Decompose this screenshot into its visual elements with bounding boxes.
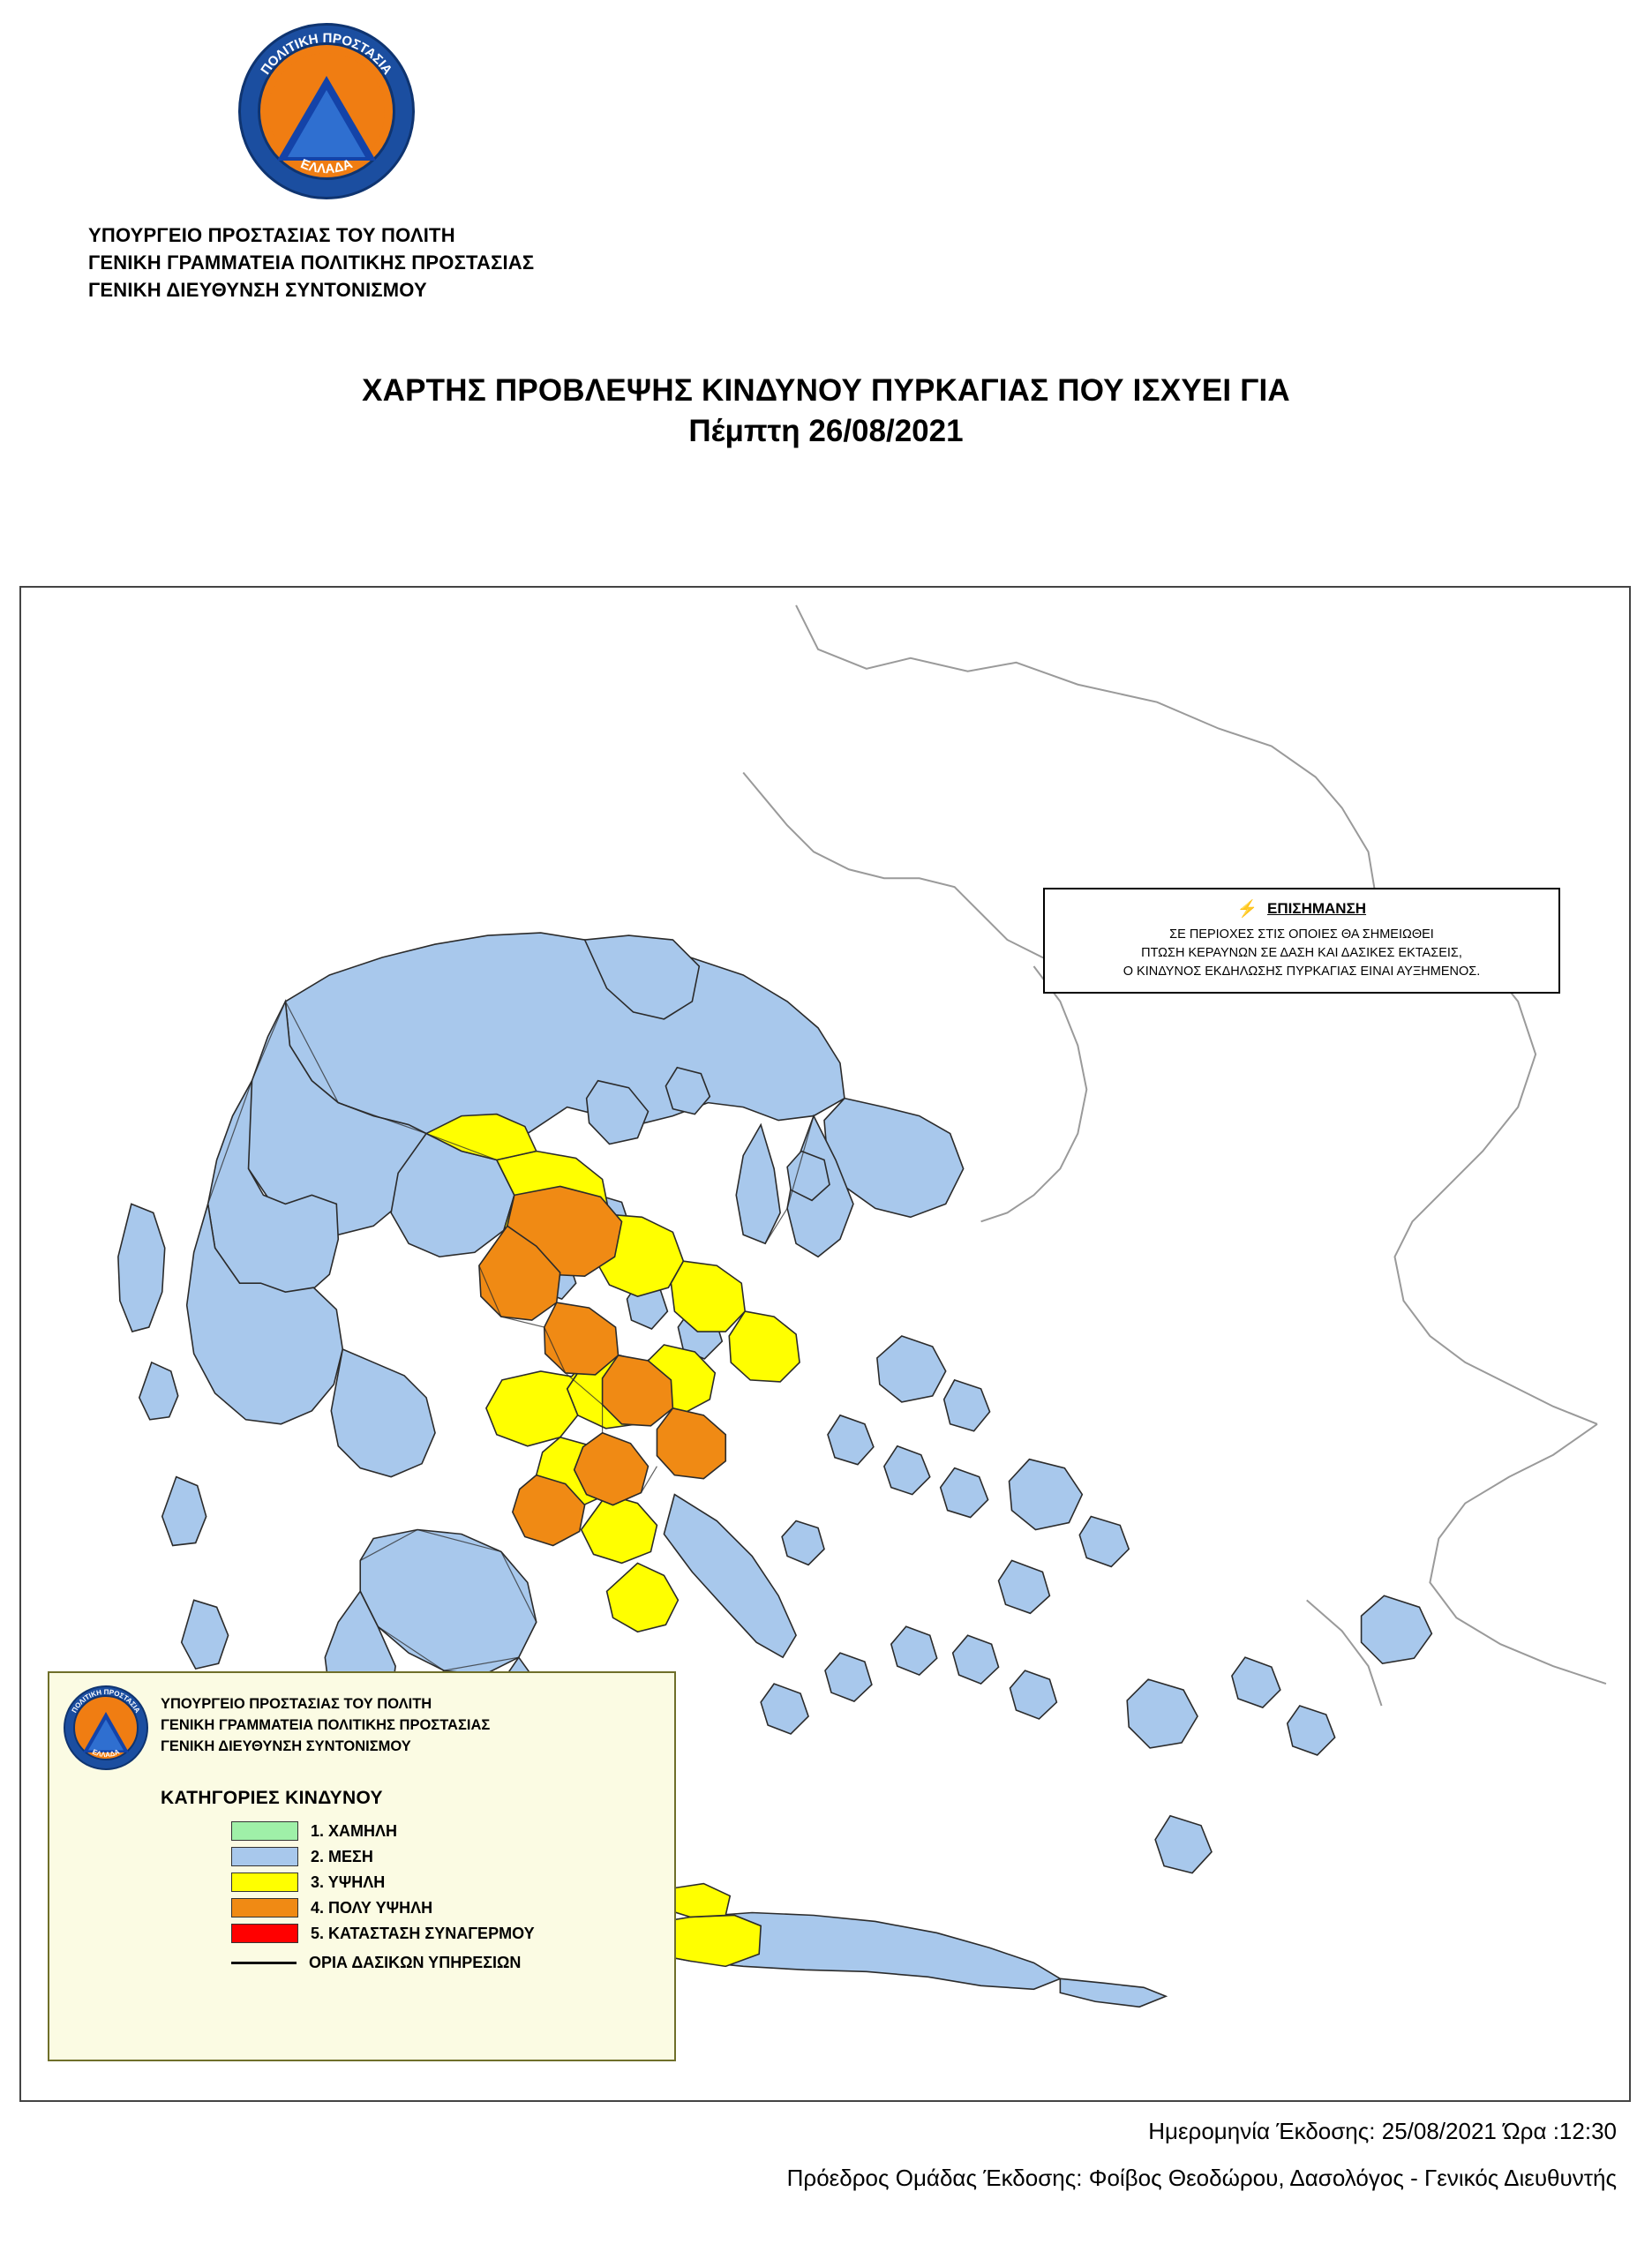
legend-swatch-high	[231, 1872, 298, 1892]
notice-line-1: ΣΕ ΠΕΡΙΟΧΕΣ ΣΤΙΣ ΟΠΟΙΕΣ ΘΑ ΣΗΜΕΙΩΘΕΙ	[1169, 927, 1434, 942]
svg-text:ΕΛΛΑΔΑ: ΕΛΛΑΔΑ	[91, 1747, 121, 1760]
notice-line-3: Ο ΚΙΝΔΥΝΟΣ ΕΚΔΗΛΩΣΗΣ ΠΥΡΚΑΓΙΑΣ ΕΙΝΑΙ ΑΥΞΗΜΕΝΟΣ.	[1123, 964, 1481, 979]
map-legend	[48, 1671, 676, 2061]
svg-text:ΠΟΛΙΤΙΚΗ ΠΡΟΣΤΑΣΙΑ: ΠΟΛΙΤΙΚΗ ΠΡΟΣΤΑΣΙΑ	[70, 1687, 142, 1715]
legend-title: ΚΑΤΗΓΟΡΙΕΣ ΚΙΝΔΥΝΟΥ	[161, 1788, 383, 1808]
page-header	[0, 0, 1652, 449]
notice-title: ΕΠΙΣΗΜΑΝΣΗ	[1267, 900, 1367, 917]
legend-label-high: 3. ΥΨΗΛΗ	[311, 1872, 386, 1891]
logo-container	[0, 23, 1652, 204]
emblem-circular-text	[238, 23, 415, 199]
fire-risk-map	[19, 586, 1631, 2102]
legend-organization-lines	[161, 1685, 490, 1758]
legend-org-line-secretariat: ΓΕΝΙΚΗ ΓΡΑΜΜΑΤΕΙΑ ΠΟΛΙΤΙΚΗΣ ΠΡΟΣΤΑΣΙΑΣ	[161, 1716, 491, 1733]
organization-lines	[0, 221, 1652, 304]
legend-item-very-high	[231, 1898, 660, 1918]
legend-item-medium	[231, 1847, 660, 1866]
legend-item-alarm	[231, 1924, 660, 1943]
legend-label-alarm: 5. ΚΑΤΑΣΤΑΣΗ ΣΥΝΑΓΕΡΜΟΥ	[311, 1924, 535, 1942]
page-title	[0, 373, 1652, 449]
legend-emblem-circular-text	[64, 1685, 148, 1770]
svg-text:ΕΛΛΑΔΑ: ΕΛΛΑΔΑ	[298, 156, 355, 177]
org-line-directorate: ΓΕΝΙΚΗ ΔΙΕΥΘΥΝΣΗ ΣΥΝΤΟΝΙΣΜΟΥ	[88, 279, 427, 302]
issuing-authority: Πρόεδρος Ομάδας Έκδοσης: Φοίβος Θεοδώρου, Δασολόγος - Γενικός Διευθυντής	[786, 2165, 1617, 2191]
legend-item-boundary	[231, 1954, 660, 1972]
lightning-bolt-icon: ⚡	[1236, 900, 1258, 919]
legend-label-very-high: 4. ΠΟΛΥ ΥΨΗΛΗ	[311, 1898, 433, 1917]
page-footer	[0, 2118, 1652, 2192]
legend-items	[64, 1821, 660, 1972]
legend-item-low	[231, 1821, 660, 1841]
title-main: ΧΑΡΤΗΣ ΠΡΟΒΛΕΨΗΣ ΚΙΝΔΥΝΟΥ ΠΥΡΚΑΓΙΑΣ ΠΟΥ ΙΣΧΥΕΙ ΓΙΑ	[362, 372, 1290, 408]
legend-item-high	[231, 1872, 660, 1892]
legend-swatch-very-high	[231, 1898, 298, 1918]
svg-text:ΠΟΛΙΤΙΚΗ ΠΡΟΣΤΑΣΙΑ: ΠΟΛΙΤΙΚΗ ΠΡΟΣΤΑΣΙΑ	[258, 30, 395, 78]
title-date: Πέμπτη 26/08/2021	[688, 413, 964, 448]
legend-swatch-medium	[231, 1847, 298, 1866]
issue-date-time: Ημερομηνία Έκδοσης: 25/08/2021 Ώρα :12:30	[1148, 2118, 1617, 2144]
legend-swatch-alarm	[231, 1924, 298, 1943]
notice-box	[1043, 888, 1560, 994]
notice-line-2: ΠΤΩΣΗ ΚΕΡΑΥΝΩΝ ΣΕ ΔΑΣΗ ΚΑΙ ΔΑΣΙΚΕΣ ΕΚΤΑΣΕΙΣ,	[1141, 946, 1462, 961]
legend-civil-protection-emblem-icon	[64, 1685, 148, 1770]
civil-protection-emblem-icon	[238, 23, 415, 199]
legend-org-line-ministry: ΥΠΟΥΡΓΕΙΟ ΠΡΟΣΤΑΣΙΑΣ ΤΟΥ ΠΟΛΙΤΗ	[161, 1696, 432, 1712]
legend-label-low: 1. ΧΑΜΗΛΗ	[311, 1821, 398, 1840]
legend-boundary-line-icon	[231, 1962, 297, 1964]
org-line-ministry: ΥΠΟΥΡΓΕΙΟ ΠΡΟΣΤΑΣΙΑΣ ΤΟΥ ΠΟΛΙΤΗ	[88, 224, 455, 246]
legend-label-boundary: ΟΡΙΑ ΔΑΣΙΚΩΝ ΥΠΗΡΕΣΙΩΝ	[309, 1954, 522, 1971]
legend-org-line-directorate: ΓΕΝΙΚΗ ΔΙΕΥΘΥΝΣΗ ΣΥΝΤΟΝΙΣΜΟΥ	[161, 1737, 411, 1754]
legend-swatch-low	[231, 1821, 298, 1841]
legend-label-medium: 2. ΜΕΣΗ	[311, 1847, 373, 1865]
org-line-secretariat: ΓΕΝΙΚΗ ΓΡΑΜΜΑΤΕΙΑ ΠΟΛΙΤΙΚΗΣ ΠΡΟΣΤΑΣΙΑΣ	[88, 251, 535, 274]
